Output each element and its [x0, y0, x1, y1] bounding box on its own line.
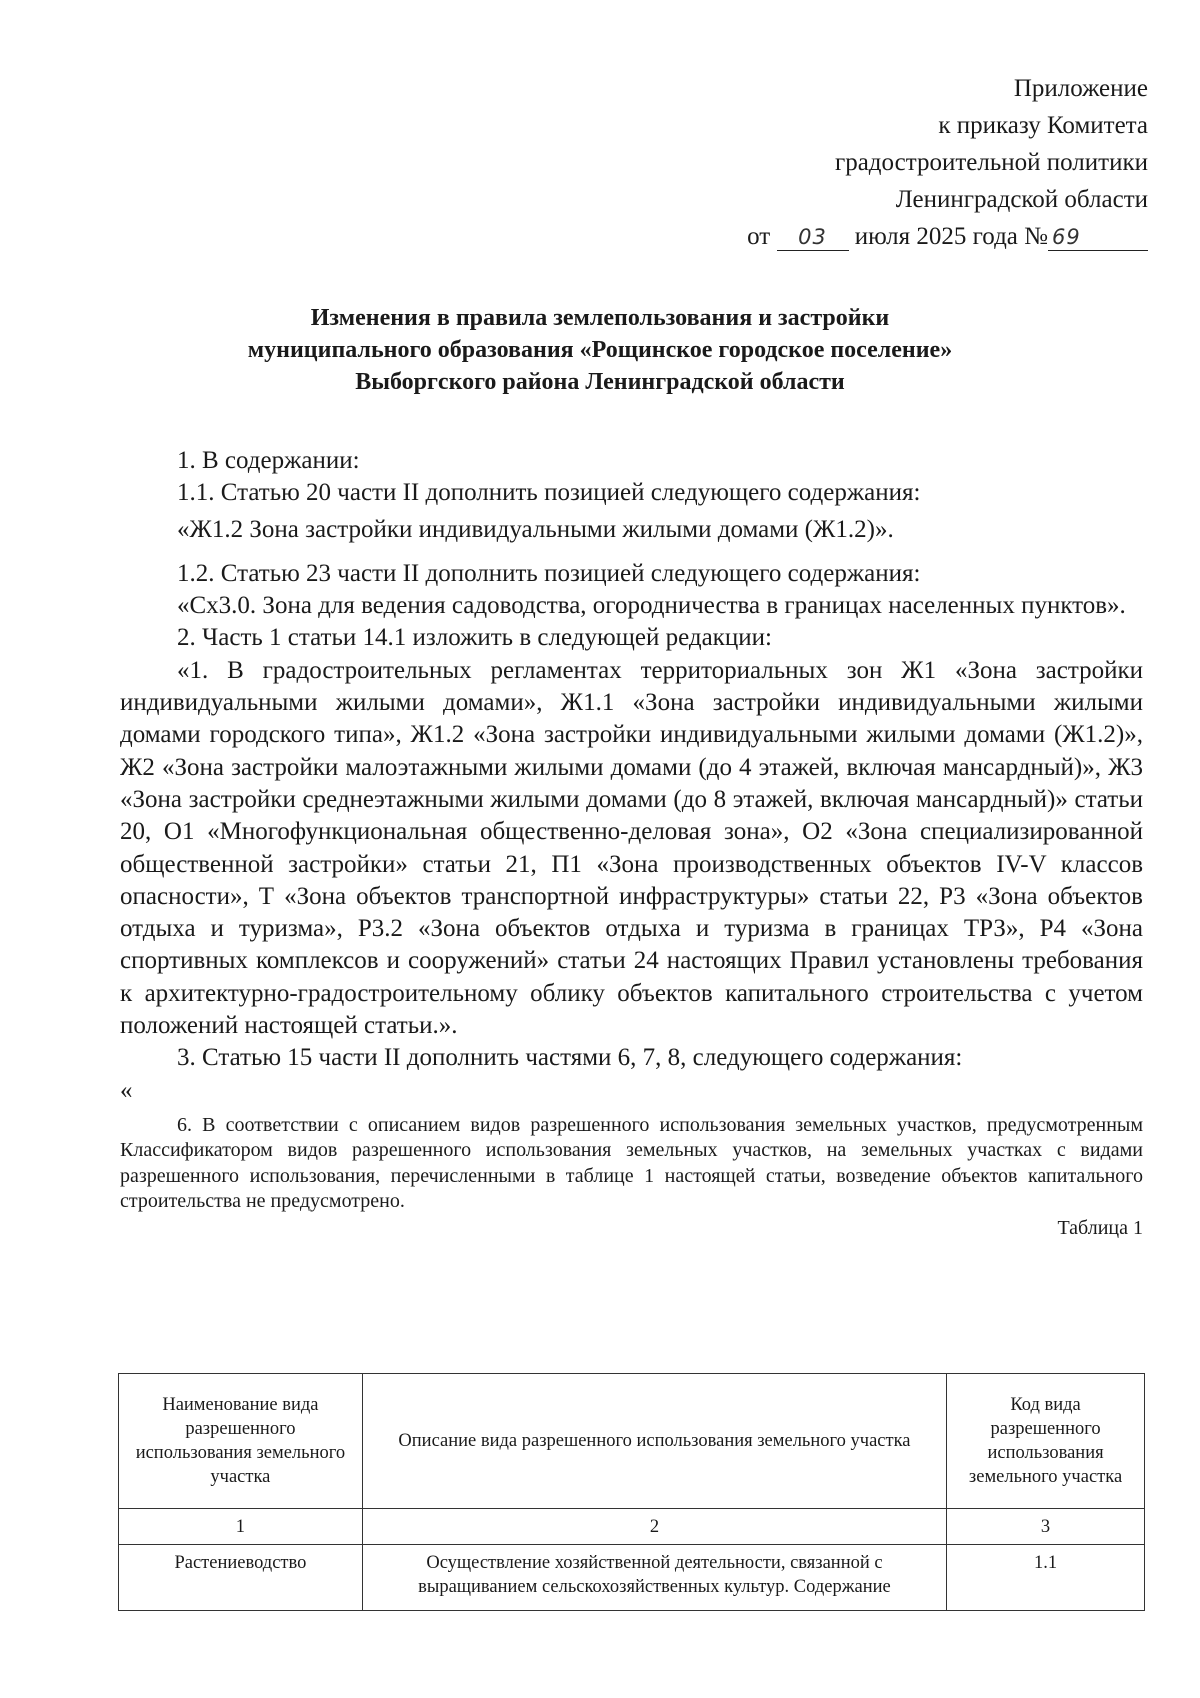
table-header-cell: Код вида разрешенного использования земельного участка	[947, 1374, 1145, 1509]
table-cell: Осуществление хозяйственной деятельности, связанной с выращиванием сельскохозяйственных культур. Содержание	[362, 1545, 946, 1611]
approval-header	[747, 70, 1148, 255]
date-month-year: июля 2025 года	[854, 223, 1018, 250]
table-row	[119, 1545, 1145, 1611]
header-line: к приказу Комитета	[938, 112, 1148, 139]
column-number-cell: 3	[947, 1509, 1145, 1545]
land-use-table	[118, 1373, 1145, 1611]
clause-6-text: 6. В соответствии с описанием видов разрешенного использования земельных участков, предусмотренным Классификатором видов разрешенного использования земельных участков, на земельных участках с видами разрешенного использования, перечисленными в таблице 1 настоящей статьи, возведение объектов капитального строительства не предусмотрено.	[120, 1113, 1143, 1213]
clause-1-1-text: «Ж1.2 Зона застройки индивидуальными жилыми домами (Ж1.2)».	[177, 515, 894, 543]
table-cell: 1.1	[947, 1545, 1145, 1611]
title-line: Выборгского района Ленинградской области	[355, 369, 845, 395]
title-line: Изменения в правила землепользования и застройки	[310, 305, 890, 331]
clause-1-2: 1.2. Статью 23 части II дополнить позицией следующего содержания:	[177, 559, 921, 587]
handwritten-number: 69	[1048, 224, 1148, 251]
clause-3: 3. Статью 15 части II дополнить частями 6, 7, 8, следующего содержания:	[177, 1044, 963, 1072]
table-caption: Таблица 1	[1057, 1216, 1143, 1239]
clause-1-1: 1.1. Статью 20 части II дополнить позицией следующего содержания:	[177, 479, 921, 507]
table-header-cell: Описание вида разрешенного использования земельного участка	[362, 1374, 946, 1509]
handwritten-day: 03	[777, 224, 849, 251]
document-body	[120, 445, 1143, 1242]
opening-quote: «	[120, 1076, 133, 1104]
header-line: Приложение	[1013, 75, 1148, 102]
document-title	[90, 302, 1110, 398]
date-prefix: от	[747, 223, 771, 250]
clause-2: 2. Часть 1 статьи 14.1 изложить в следующей редакции:	[177, 624, 772, 652]
clause-1-2-text: «Сх3.0. Зона для ведения садоводства, огородничества в границах населенных пунктов».	[177, 592, 1126, 620]
header-line: Ленинградской области	[895, 186, 1148, 213]
table-cell: Растениеводство	[119, 1545, 363, 1611]
table-column-number-row	[119, 1509, 1145, 1545]
clause-2-text: «1. В градостроительных регламентах территориальных зон Ж1 «Зона застройки индивидуальными жилыми домами», Ж1.1 «Зона застройки индивидуальными жилыми домами городского типа», Ж1.2 «Зона застройки индивидуальными жилыми домами (Ж1.2)», Ж2 «Зона застройки малоэтажными жилыми домами (до 4 этажей, включая мансардный)», Ж3 «Зона застройки среднеэтажными жилыми домами (до 8 этажей, включая мансардный)» статьи 20, О1 «Многофункциональная общественно-деловая зона», О2 «Зона специализированной общественной застройки» статьи 21, П1 «Зона производственных объектов IV-V классов опасности», Т «Зона объектов транспортной инфраструктуры» статьи 22, Р3 «Зона объектов отдыха и туризма», Р3.2 «Зона объектов отдыха и туризма в границах ТРЗ», Р4 «Зона спортивных комплексов и сооружений» статьи 24 настоящих Правил установлены требования к архитектурно-градостроительному облику объектов капитального строительства с учетом положений настоящей статьи.».	[120, 656, 1143, 1040]
title-line: муниципального образования «Рощинское городское поселение»	[247, 337, 953, 363]
order-date-line	[747, 218, 1148, 255]
table-header-cell: Наименование вида разрешенного использования земельного участка	[119, 1374, 363, 1509]
table-header-row	[119, 1374, 1145, 1509]
clause-1: 1. В содержании:	[177, 447, 360, 474]
column-number-cell: 2	[362, 1509, 946, 1545]
header-line: градостроительной политики	[834, 149, 1148, 176]
column-number-cell: 1	[119, 1509, 363, 1545]
number-sign: №	[1024, 223, 1048, 250]
